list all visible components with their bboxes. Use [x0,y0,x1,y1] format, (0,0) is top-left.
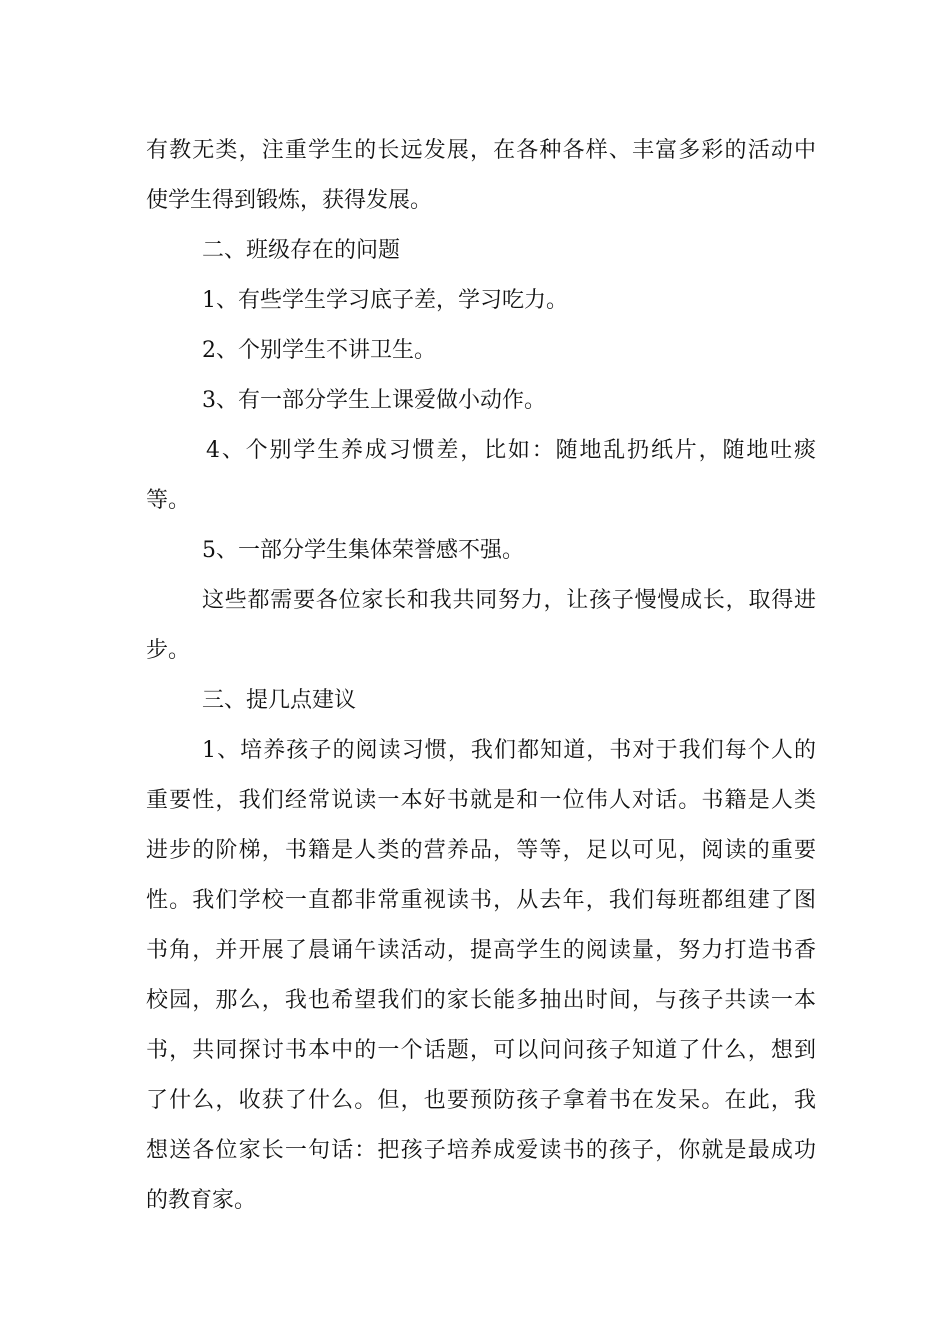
paragraph-line: 重要性，我们经常说读一本好书就是和一位伟人对话。书籍是人类 [146,788,816,813]
paragraph-line: 了什么，收获了什么。但，也要预防孩子拿着书在发呆。在此，我 [146,1088,816,1113]
paragraph-line: 想送各位家长一句话：把孩子培养成爱读书的孩子，你就是最成功 [146,1138,816,1163]
paragraph-line: 性。我们学校一直都非常重视读书，从去年，我们每班都组建了图 [146,888,816,913]
paragraph-line: 书，共同探讨书本中的一个话题，可以问问孩子知道了什么，想到 [146,1038,816,1063]
paragraph-line: 进步的阶梯，书籍是人类的营养品，等等，足以可见，阅读的重要 [146,838,816,863]
paragraph-line: 步。 [146,638,191,663]
paragraph-line: 有教无类，注重学生的长远发展，在各种各样、丰富多彩的活动中 [146,138,816,163]
list-item: 5、一部分学生集体荣誉感不强。 [202,538,524,563]
list-item-continuation: 等。 [146,488,191,513]
list-item: 1、有些学生学习底子差，学习吃力。 [202,288,568,313]
paragraph-line: 校园，那么，我也希望我们的家长能多抽出时间，与孩子共读一本 [146,988,816,1013]
section-heading-problems: 二、班级存在的问题 [202,238,401,263]
section-heading-suggestions: 三、提几点建议 [202,688,357,713]
paragraph-line: 1、培养孩子的阅读习惯，我们都知道，书对于我们每个人的 [202,738,816,763]
paragraph-line: 使学生得到锻炼，获得发展。 [146,188,433,213]
paragraph-line: 书角，并开展了晨诵午读活动，提高学生的阅读量，努力打造书香 [146,938,816,963]
list-item: 2、个别学生不讲卫生。 [202,338,436,363]
paragraph-line: 这些都需要各位家长和我共同努力，让孩子慢慢成长，取得进 [202,588,816,613]
list-item: 3、有一部分学生上课爱做小动作。 [202,388,546,413]
list-item: 4、个别学生养成习惯差，比如：随地乱扔纸片，随地吐痰 [206,438,816,463]
paragraph-line: 的教育家。 [146,1188,257,1213]
